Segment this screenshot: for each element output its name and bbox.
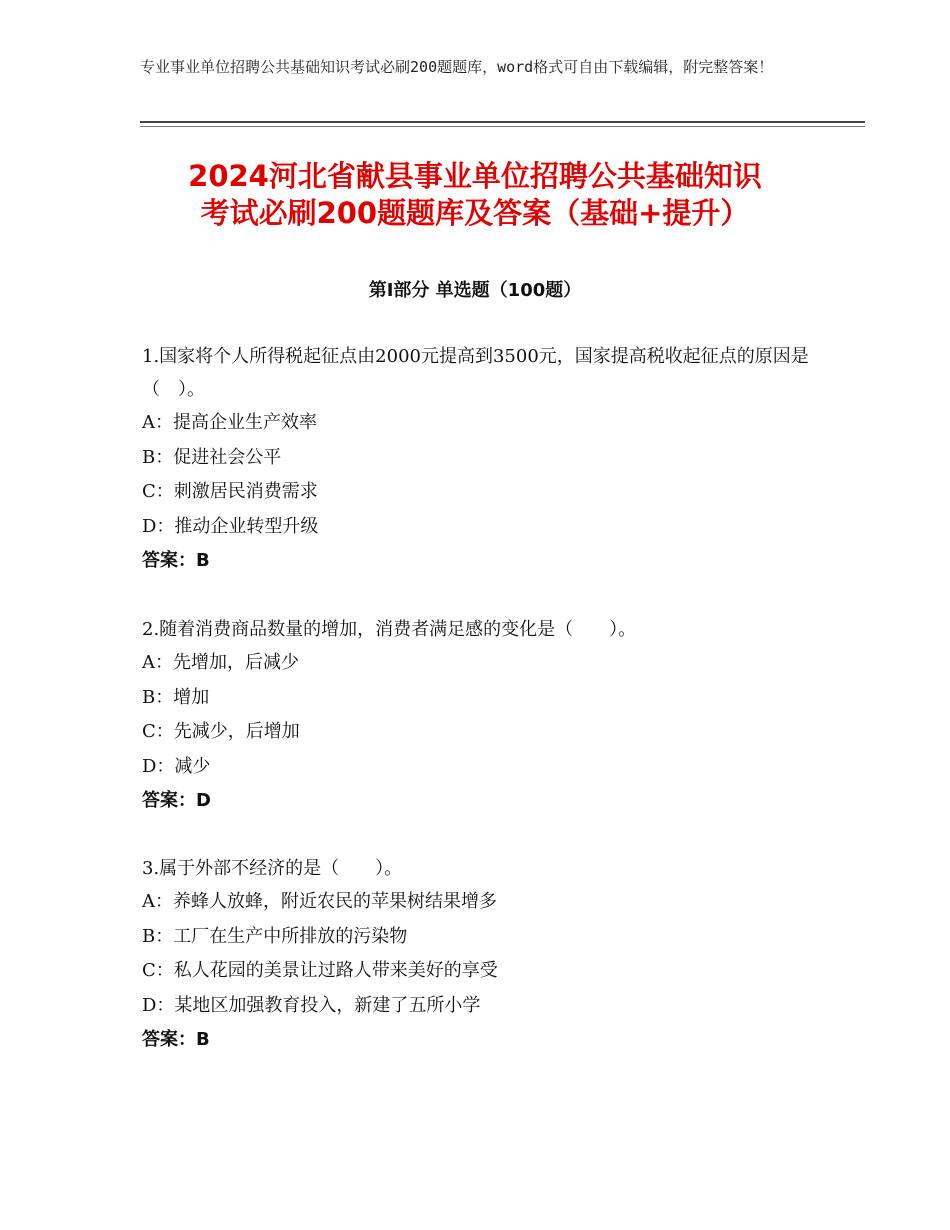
answer: 答案：D (142, 790, 211, 811)
option-a: A：提高企业生产效率 (142, 412, 317, 433)
option-a: A：养蜂人放蜂，附近农民的苹果树结果增多 (142, 891, 497, 912)
option-b: B：促进社会公平 (142, 446, 282, 468)
option-c: C：刺激居民消费需求 (142, 481, 318, 502)
header-note: 专业事业单位招聘公共基础知识考试必刷200题题库，word格式可自由下载编辑，附完整答案！ (140, 58, 774, 76)
section-heading: 第Ⅰ部分 单选题（100题） (368, 280, 582, 301)
question-stem: 2.随着消费商品数量的增加，消费者满足感的变化是（ ）。 (142, 619, 637, 640)
question-stem: 3.属于外部不经济的是（ ）。 (142, 858, 403, 879)
question-3 (142, 852, 822, 1057)
option-a: A：先增加，后减少 (142, 652, 299, 673)
option-c: C：先减少，后增加 (142, 721, 300, 742)
option-b: B：增加 (142, 686, 210, 708)
option-c: C：私人花园的美景让过路人带来美好的享受 (142, 960, 498, 981)
option-d: D：推动企业转型升级 (142, 515, 319, 537)
question-1 (142, 340, 822, 578)
document-title-line-2: 考试必刷200题题库及答案（基础+提升） (200, 196, 750, 230)
option-b: B：工厂在生产中所排放的污染物 (142, 925, 408, 947)
option-d: D：某地区加强教育投入，新建了五所小学 (142, 994, 481, 1016)
option-d: D：减少 (142, 755, 211, 777)
header-rule-thick (140, 121, 865, 123)
answer: 答案：B (142, 550, 210, 571)
header-rule-thin (140, 126, 865, 127)
answer: 答案：B (142, 1029, 210, 1050)
document-title-line-1: 2024河北省献县事业单位招聘公共基础知识 (188, 159, 762, 193)
question-stem: 1.国家将个人所得税起征点由2000元提高到3500元，国家提高税收起征点的原因是（ ）。 (142, 346, 809, 400)
question-2 (142, 613, 822, 818)
document-title (100, 158, 850, 232)
